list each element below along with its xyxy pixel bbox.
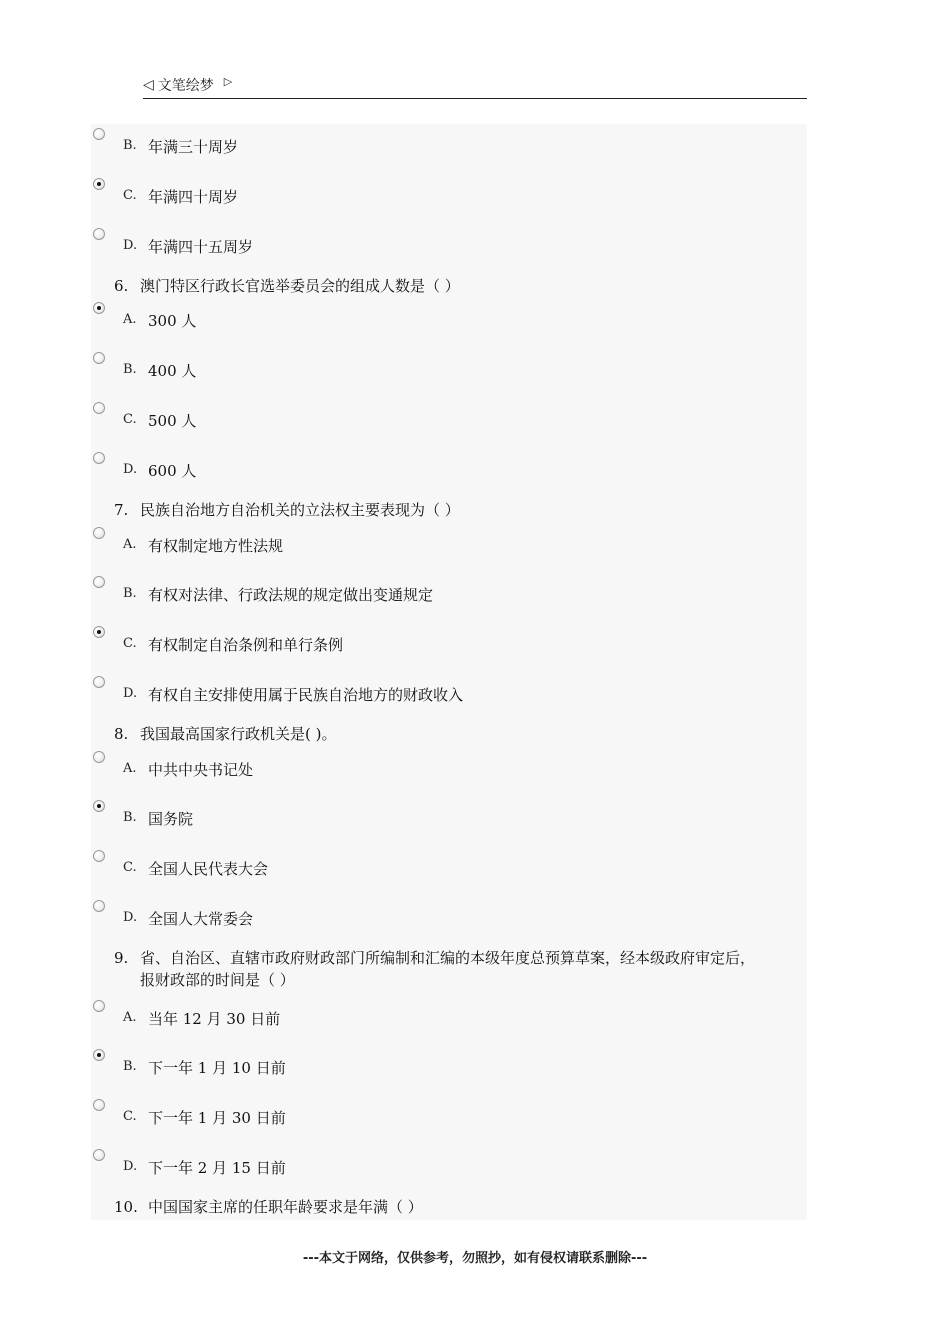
question-number: 10.	[114, 1198, 138, 1216]
option-letter: A.	[123, 1010, 137, 1025]
question-number: 8.	[114, 725, 129, 743]
radio-selected-icon[interactable]	[93, 1049, 105, 1061]
brand-name: 文笔绘梦	[157, 78, 214, 94]
option-letter: C.	[123, 412, 137, 427]
option-q5-c[interactable]	[91, 178, 791, 208]
option-text: 全国人大常委会	[148, 910, 254, 928]
question-text-block	[140, 947, 800, 991]
option-letter: A.	[123, 312, 137, 327]
option-text: 国务院	[148, 810, 194, 828]
triangle-right-icon: ▷	[223, 74, 233, 88]
option-letter: C.	[123, 1109, 137, 1124]
option-letter: B.	[123, 1059, 137, 1074]
option-letter: D.	[123, 686, 138, 701]
option-q7-a[interactable]	[91, 527, 791, 557]
option-letter: C.	[123, 636, 137, 651]
option-q7-d[interactable]	[91, 676, 791, 706]
option-q6-c[interactable]	[91, 402, 791, 432]
option-text: 下一年 2 月 15 日前	[148, 1159, 286, 1177]
option-q8-d[interactable]	[91, 900, 791, 930]
option-q7-b[interactable]	[91, 576, 791, 606]
option-letter: B.	[123, 362, 137, 377]
option-text: 年满四十五周岁	[148, 238, 254, 256]
radio-icon[interactable]	[93, 402, 105, 414]
brand	[143, 75, 232, 95]
option-q7-c[interactable]	[91, 626, 791, 656]
option-q9-b[interactable]	[91, 1049, 791, 1079]
radio-icon[interactable]	[93, 676, 105, 688]
option-letter: B.	[123, 810, 137, 825]
option-q9-d[interactable]	[91, 1149, 791, 1179]
radio-icon[interactable]	[93, 751, 105, 763]
option-q5-b[interactable]	[91, 128, 791, 158]
question-text: 中国国家主席的任职年龄要求是年满（ ）	[148, 1198, 423, 1216]
question-number: 6.	[114, 277, 129, 295]
option-q9-c[interactable]	[91, 1099, 791, 1129]
radio-icon[interactable]	[93, 1099, 105, 1111]
option-text: 中共中央书记处	[148, 761, 254, 779]
radio-icon[interactable]	[93, 452, 105, 464]
radio-selected-icon[interactable]	[93, 626, 105, 638]
option-text: 有权制定地方性法规	[148, 537, 284, 555]
option-q5-d[interactable]	[91, 228, 791, 258]
radio-icon[interactable]	[93, 1000, 105, 1012]
radio-icon[interactable]	[93, 1149, 105, 1161]
question-text: 民族自治地方自治机关的立法权主要表现为（ ）	[140, 501, 460, 519]
option-q8-a[interactable]	[91, 751, 791, 781]
option-text: 年满三十周岁	[148, 138, 239, 156]
triangle-left-icon: ◁	[143, 77, 154, 93]
radio-icon[interactable]	[93, 228, 105, 240]
option-text: 有权自主安排使用属于民族自治地方的财政收入	[148, 686, 464, 704]
option-letter: B.	[123, 138, 137, 153]
option-letter: D.	[123, 1159, 138, 1174]
radio-icon[interactable]	[93, 900, 105, 912]
question-text: 我国最高国家行政机关是( )。	[140, 725, 337, 743]
option-q6-b[interactable]	[91, 352, 791, 382]
option-text: 600 人	[148, 462, 197, 480]
option-text: 下一年 1 月 10 日前	[148, 1059, 286, 1077]
option-text: 有权制定自治条例和单行条例	[148, 636, 344, 654]
option-text: 300 人	[148, 312, 197, 330]
radio-icon[interactable]	[93, 527, 105, 539]
question-8	[114, 723, 336, 745]
footer-disclaimer: ---本文于网络，仅供参考，勿照抄，如有侵权请联系删除---	[302, 1251, 648, 1266]
option-text: 当年 12 月 30 日前	[148, 1010, 281, 1028]
radio-selected-icon[interactable]	[93, 800, 105, 812]
option-text: 400 人	[148, 362, 197, 380]
option-text: 年满四十周岁	[148, 188, 239, 206]
radio-selected-icon[interactable]	[93, 178, 105, 190]
option-q6-d[interactable]	[91, 452, 791, 482]
option-letter: D.	[123, 910, 138, 925]
radio-selected-icon[interactable]	[93, 302, 105, 314]
option-q9-a[interactable]	[91, 1000, 791, 1030]
option-letter: B.	[123, 586, 137, 601]
option-q8-b[interactable]	[91, 800, 791, 830]
page-header	[143, 70, 807, 99]
question-text: 澳门特区行政长官选举委员会的组成人数是（ ）	[140, 277, 460, 295]
option-text: 下一年 1 月 30 日前	[148, 1109, 286, 1127]
question-9	[114, 947, 800, 991]
question-number: 7.	[114, 501, 129, 519]
option-letter: A.	[123, 537, 137, 552]
option-letter: C.	[123, 860, 137, 875]
radio-icon[interactable]	[93, 850, 105, 862]
option-q8-c[interactable]	[91, 850, 791, 880]
radio-icon[interactable]	[93, 352, 105, 364]
option-letter: C.	[123, 188, 137, 203]
option-letter: D.	[123, 462, 138, 477]
option-letter: D.	[123, 238, 138, 253]
question-number: 9.	[114, 949, 129, 967]
option-q6-a[interactable]	[91, 302, 791, 332]
option-text: 全国人民代表大会	[148, 860, 269, 878]
option-letter: A.	[123, 761, 137, 776]
option-text: 500 人	[148, 412, 197, 430]
option-text: 有权对法律、行政法规的规定做出变通规定	[148, 586, 434, 604]
radio-icon[interactable]	[93, 128, 105, 140]
radio-icon[interactable]	[93, 576, 105, 588]
question-text-continued: 报财政部的时间是（ ）	[140, 971, 295, 989]
question-6	[114, 275, 460, 297]
question-10	[114, 1196, 423, 1218]
question-7	[114, 499, 460, 521]
question-text: 省、自治区、直辖市政府财政部门所编制和汇编的本级年度总预算草案，经本级政府审定后，	[140, 949, 756, 967]
